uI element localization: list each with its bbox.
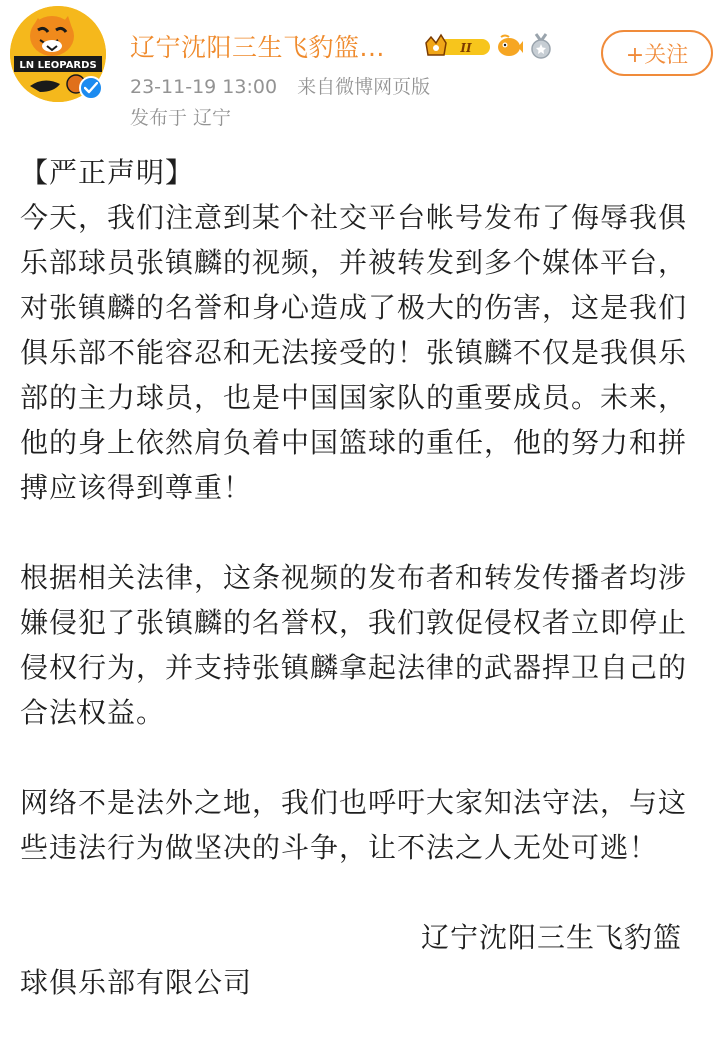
post-header bbox=[0, 0, 720, 140]
signature-line-1: 辽宁沈阳三生飞豹篮 bbox=[420, 921, 682, 954]
medal-badge-icon[interactable] bbox=[528, 33, 554, 59]
statement-paragraph-1: 今天，我们注意到某个社交平台帐号发布了侮辱我俱乐部球员张镇麟的视频，并被转发到多个媒体平台，对张镇麟的名誉和身心造成了极大的伤害，这是我们俱乐部不能容忍和无法接受的！张镇麟不仅是我俱乐部的主力球员，也是中国国家队的重要成员。未来，他的身上依然肩负着中国篮球的重任，他的努力和拼搏应该得到尊重！ bbox=[20, 201, 688, 504]
statement-paragraph-2: 根据相关法律，这条视频的发布者和转发传播者均涉嫌侵犯了张镇麟的名誉权，我们敦促侵权者立即停止侵权行为，并支持张镇麟拿起法律的武器捍卫自己的合法权益。 bbox=[20, 561, 688, 729]
badge-level: II bbox=[460, 41, 472, 55]
fish-badge-icon[interactable] bbox=[496, 33, 524, 59]
user-badges bbox=[424, 32, 554, 60]
post-timestamp[interactable]: 23-11-19 13:00 bbox=[130, 76, 278, 98]
statement-paragraph-3: 网络不是法外之地，我们也呼吁大家知法守法，与这些违法行为做坚决的斗争，让不法之人无处可逃！ bbox=[20, 786, 688, 864]
post-content bbox=[20, 150, 710, 1005]
author-name[interactable]: 辽宁沈阳三生飞豹篮... bbox=[130, 33, 385, 62]
paragraph-spacer bbox=[20, 735, 710, 780]
follow-button[interactable]: +关注 bbox=[601, 30, 713, 76]
paragraph-spacer bbox=[20, 510, 710, 555]
signature-line-2: 球俱乐部有限公司 bbox=[20, 966, 253, 999]
paragraph-spacer bbox=[20, 870, 710, 915]
statement-title: 【严正声明】 bbox=[20, 156, 195, 189]
crown-badge-icon[interactable] bbox=[424, 33, 492, 59]
verified-icon bbox=[79, 76, 103, 100]
avatar-text: LN LEOPARDS bbox=[19, 60, 97, 71]
post-location: 发布于 辽宁 bbox=[130, 107, 232, 129]
post-source: 来自微博网页版 bbox=[297, 76, 431, 98]
post-meta bbox=[130, 72, 430, 99]
